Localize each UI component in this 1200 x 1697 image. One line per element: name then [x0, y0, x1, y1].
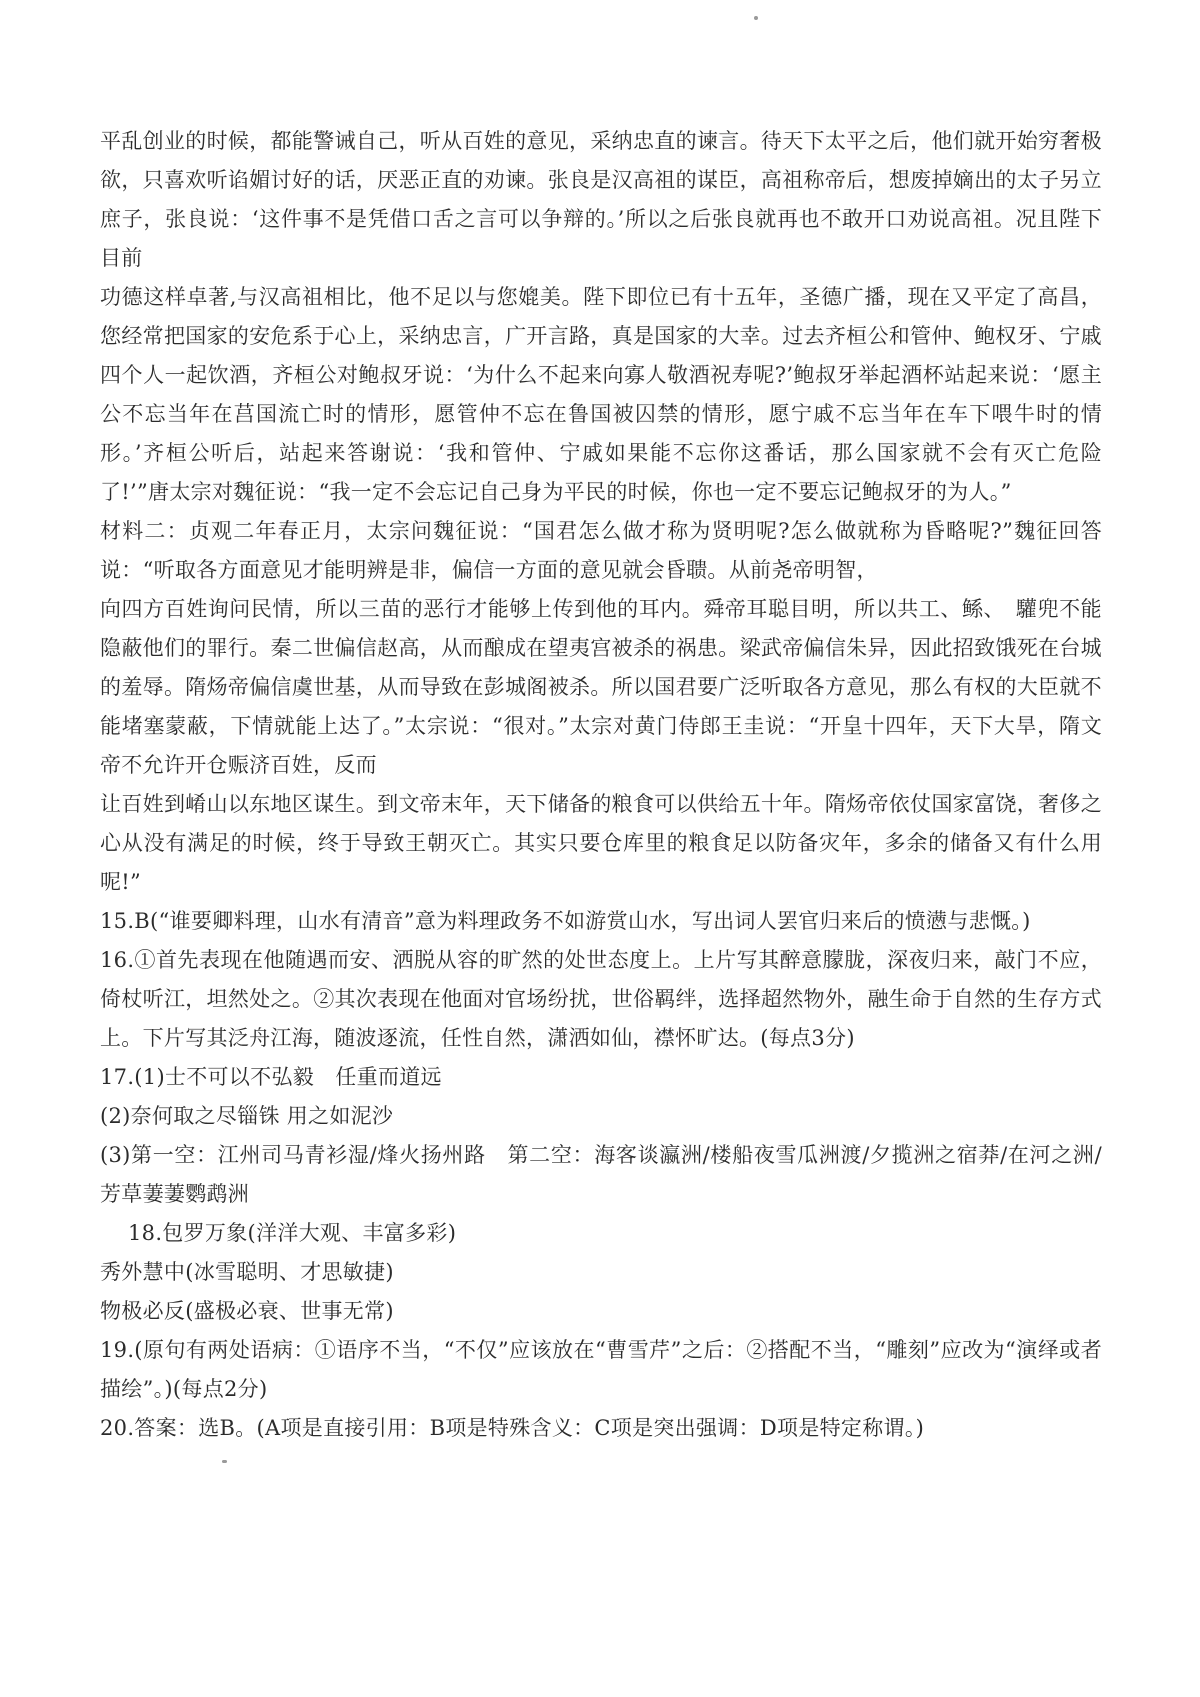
scan-artifact-mark — [222, 1460, 227, 1463]
document-text-block — [100, 122, 1102, 1448]
material-two-body: 向四方百姓询问民情，所以三苗的恶行才能够上传到他的耳内。舜帝耳聪目明，所以共工、鲧、 驩兜不能隐蔽他们的罪行。秦二世偏信赵高，从而酿成在望夷宫被杀的祸患。梁武帝偏信朱异，因此招致饿死在台城的羞辱。隋炀帝偏信虞世基，从而导致在彭城阁被杀。所以国君要广泛听取各方意见，那么有权的大臣就不能堵塞蒙蔽，下情就能上达了。”太宗说：“很对。”太宗对黄门侍郎王圭说：“开皇十四年，天下大旱，隋文帝不允许开仓赈济百姓，反而 — [100, 597, 1102, 777]
answer-17-part-1: 17.(1)士不可以不弘毅 任重而道远 — [100, 1065, 442, 1089]
answer-18-idiom-2: 秀外慧中(冰雪聪明、才思敏捷) — [100, 1260, 394, 1284]
translation-passage-2: 功德这样卓著,与汉高祖相比，他不足以与您媲美。陛下即位已有十五年，圣德广播，现在又平定了高昌，您经常把国家的安危系于心上，采纳忠言，广开言路，真是国家的大幸。过去齐桓公和管仲、鲍权牙、宁戚四个人一起饮酒，齐桓公对鲍叔牙说：‘为什么不起来向寡人敬酒祝寿呢?’鲍叔牙举起酒杯站起来说：‘愿主公不忘当年在莒国流亡时的情形，愿管仲不忘在鲁国被囚禁的情形，愿宁戚不忘当年在车下喂牛时的情形。’齐桓公听后，站起来答谢说：‘我和管仲、宁戚如果能不忘你这番话，那么国家就不会有灭亡危险了!’”唐太宗对魏征说：“我一定不会忘记自己身为平民的时候，你也一定不要忘记鲍叔牙的为人。” — [100, 285, 1102, 504]
answer-15: 15.B(“谁要卿料理，山水有清音”意为料理政务不如游赏山水，写出词人罢官归来后的愤懑与悲慨。) — [100, 909, 1031, 933]
answer-17-part-2: (2)奈何取之尽锱铢 用之如泥沙 — [100, 1104, 394, 1128]
answer-17-part-3: (3)第一空：江州司马青衫湿/烽火扬州路 第二空：海客谈瀛洲/楼船夜雪瓜洲渡/夕揽洲之宿莽/在河之洲/芳草萋萋鹦鹉洲 — [100, 1143, 1102, 1206]
material-two-intro: 材料二：贞观二年春正月，太宗问魏征说：“国君怎么做才称为贤明呢?怎么做就称为昏略呢?”魏征回答说：“听取各方面意见才能明辨是非，偏信一方面的意见就会昏聩。从前尧帝明智， — [100, 519, 1102, 582]
material-two-end: 让百姓到崤山以东地区谋生。到文帝末年，天下储备的粮食可以供给五十年。隋炀帝依仗国家富饶，奢侈之心从没有满足的时候，终于导致王朝灭亡。其实只要仓库里的粮食足以防备灾年，多余的储备又有什么用呢!” — [100, 792, 1102, 894]
answer-18-idiom-1: 18.包罗万象(洋洋大观、丰富多彩) — [128, 1221, 457, 1245]
answer-20: 20.答案：选B。(A项是直接引用：B项是特殊含义：C项是突出强调：D项是特定称谓。) — [100, 1416, 925, 1440]
translation-passage-1: 平乱创业的时候，都能警诫自己，听从百姓的意见，采纳忠直的谏言。待天下太平之后，他们就开始穷奢极欲，只喜欢听谄媚讨好的话，厌恶正直的劝谏。张良是汉高祖的谋臣，高祖称帝后，想废掉嫡出的太子另立庶子，张良说：‘这件事不是凭借口舌之言可以争辩的。’所以之后张良就再也不敢开口劝说高祖。况且陛下目前 — [100, 129, 1102, 270]
scan-artifact-dot — [754, 16, 758, 20]
answer-18-idiom-3: 物极必反(盛极必衰、世事无常) — [100, 1299, 394, 1323]
answer-19: 19.(原句有两处语病：①语序不当，“不仅”应该放在“曹雪芹”之后：②搭配不当，“雕刻”应改为“演绎或者描绘”。)(每点2分) — [100, 1338, 1102, 1401]
answer-16: 16.①首先表现在他随遇而安、洒脱从容的旷然的处世态度上。上片写其醉意朦胧，深夜归来，敲门不应，倚杖听江，坦然处之。②其次表现在他面对官场纷扰，世俗羁绊，选择超然物外，融生命于自然的生存方式上。下片写其泛舟江海，随波逐流，任性自然，潇洒如仙，襟怀旷达。(每点3分) — [100, 948, 1102, 1050]
